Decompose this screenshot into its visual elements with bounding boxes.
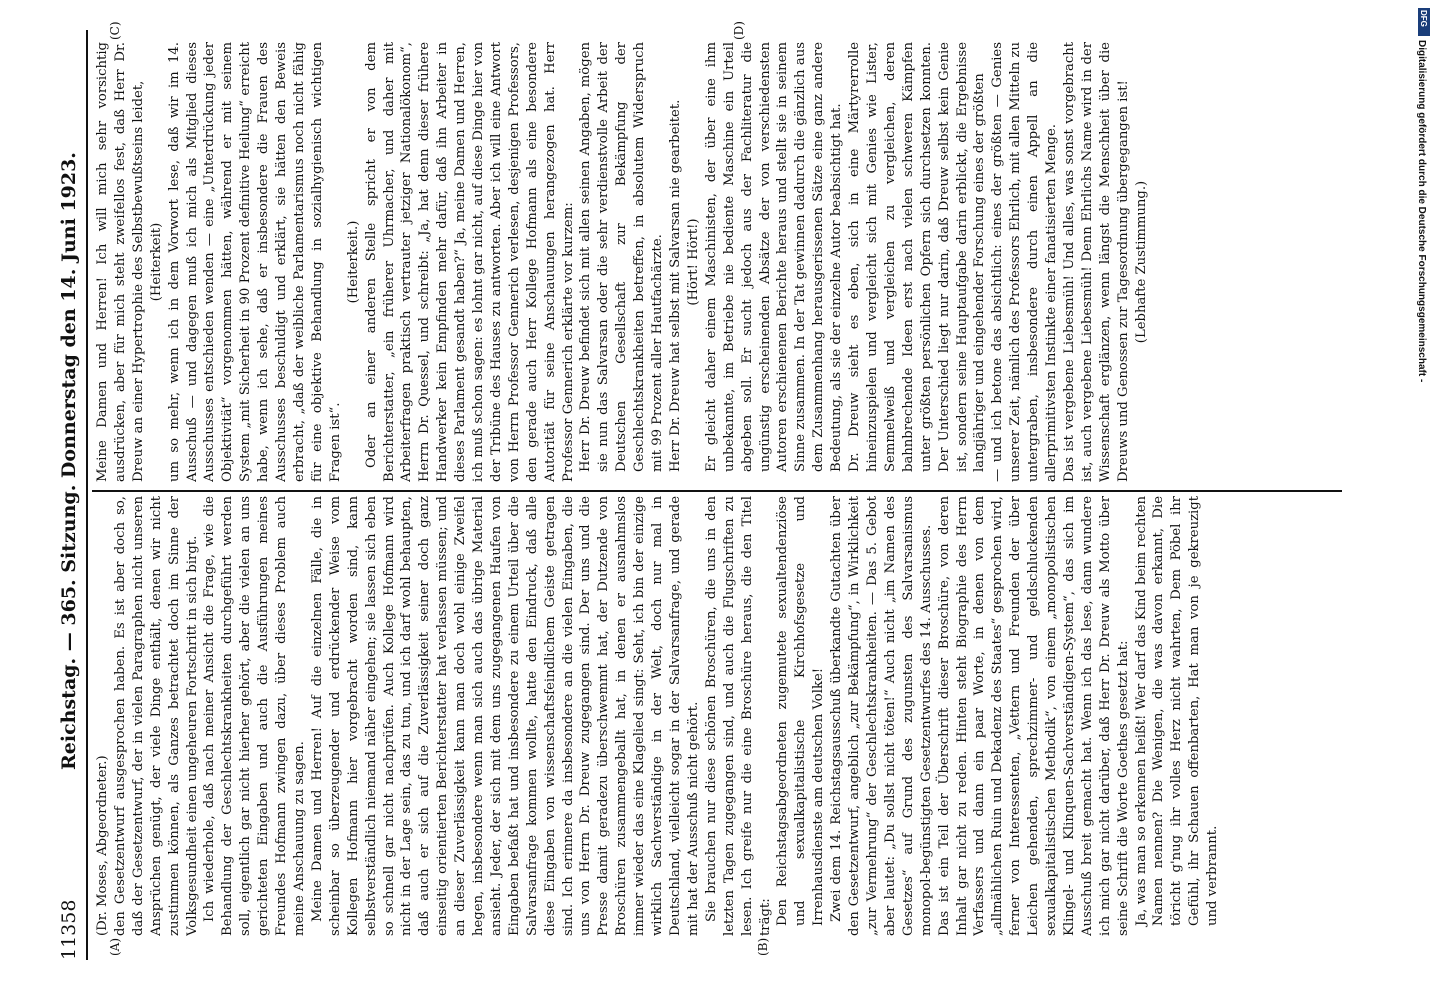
quoted-statement: Dr. Dreuw sieht es eben, sich in eine Märtyrerrolle hineinzuspielen und vergleicht sich mit Genies wie Lister, Semmelweiß und vergleichen zu vergleichen, deren bahnbrechende Ideen erst nach vielen schweren Kämpfen unter größten persönlichen Opfern sich durchsetzen konnten. Der Unterschied liegt nur darin, daß Dreuw selbst kein Genie ist, sondern seine Hauptaufgabe darin erblickt, die Ergebnisse langjähriger und eingehender Forschung eines der größten [847, 42, 988, 472]
paragraph: Das ist vergebene Liebesmüh! Und alles, was sonst vorgebracht ist, auch vergebene Liebesmüh! Denn Ehrlichs Name wird in der Wissenschaft erglänzen, wenn längst die Menschheit über die Dreuws und Genossen zur Tagesordnung übergegangen ist! [1061, 42, 1131, 482]
quoted-statement: Er gleicht daher einem Maschinisten, der über eine ihm unbekannte, im Betriebe nie bediente Maschine ein Urteil abgeben soll. Er sucht jedoch aus der Fachliteratur die ungünstig erscheinenden Absätze der von verschiedensten Autoren erschienenen Berichte heraus und stellt sie in seinem Sinne zusammen. In der Tat gewinnen dadurch die gänzlich aus dem Zusammenhang herausgerissenen Sätze eine ganz andere Bedeutung, als sie der einzelne Autor beabsichtigt hat. [703, 42, 845, 472]
right-column [94, 42, 1344, 482]
page-title: Reichstag. — 365. Sitzung. Donnerstag den 14. Juni 1923. [58, 152, 80, 770]
margin-marker-d: (D) [732, 21, 746, 40]
paragraph: Ich wiederhole, daß nach meiner Ansicht die Frage, wie die Behandlung der Geschlechtskrankheiten durchgeführt werden soll, eigentlich gar nicht hierher gehört, aber die vielen an uns gerichteten Eingaben und auch die Ausführungen meines Freundes Hofmann zwingen dazu, über dieses Problem auch meine Anschauung zu sagen. [202, 496, 307, 936]
paragraph: Meine Damen und Herren! Auf die einzelnen Fälle, die in scheinbar so überzeugender und erdrückender Weise vom Kollegen Hofmann hier vorgebracht worden sind, kann selbstverständlich niemand näher eingehen; sie lassen sich eben so schnell gar nicht nachprüfen. Auch Kollege Hofmann wird nicht in der Lage sein, das zu tun, und ich darf wohl behaupten, daß auch er sich auf die Zuverlässigkeit seiner doch ganz einseitig orientierten Berichterstatter hat verlassen müssen; und an dieser Zuverlässigkeit kann man doch wohl einige Zweifel hegen, insbesondere wenn man sich auch das übrige Material ansieht. Jeder, der sich mit dem uns zugegangenen Haufen von Eingaben befaßt hat und insbesondere zu einem Urteil über die Salvarsanfrage kommen wollte, hatte den Eindruck, daß alle diese Eingaben von wissenschaftsfeindlichem Geiste getragen sind. Ich erinnere da insbesondere an die vielen Eingaben, die uns von Herrn Dr. Dreuw zugegangen sind. Der uns und die Presse damit geradezu überschwemmt hat, der Dutzende von Broschüren zusammengeballt hat, in denen er ausnahmslos immer wieder das eine Klagelied singt: Seht, ich bin der einzige wirklich Sachverständige in der Welt, doch nur mal in Deutschland, vielleicht sogar in der Salvarsanfrage, und gerade mit hat der Ausschuß nicht gehört. [309, 496, 701, 936]
interjection: (Lebhafte Zustimmung.) [1133, 180, 1149, 344]
column-divider [92, 490, 1342, 492]
margin-marker-a: (A) [108, 937, 122, 956]
paragraph: um so mehr, wenn ich in dem Vorwort lese, daß wir im 14. Ausschuß — und dagegen muß ich mich als Mitglied dieses Ausschusses entschieden wenden — eine „Unterdrückung jeder Objektivität“ vorgenommen hätten, während er mit seinem System „mit Sicherheit in 90 Prozent definitive Heilung“ erreicht habe, wenn ich sehe, daß er insbesondere die Frauen des Ausschusses beschuldigt und erklärt, sie hätten den Beweis erbracht, „daß der weibliche Parlamentarismus noch nicht fähig für eine objektive Behandlung in sozialhygienisch wichtigen Fragen ist“. [166, 42, 343, 482]
paragraph: (Dr. Moses, Abgeordneter.) [95, 755, 110, 936]
quoted-title: Den Reichstagsabgeordneten zugemutete sexualtendenziöse und sexualkapitalistische Kirchhofsgesetze und Irrenhausdienste am deutschen Volke! [775, 496, 827, 926]
quoted-statement: Herr Dr. Dreuw hat selbst mit Salvarsan nie gearbeitet. [668, 99, 683, 472]
interjection: (Hört! Hört!) [685, 218, 701, 306]
header-rule [86, 30, 88, 960]
quoted-statement: Herr Dr. Dreuw befindet sich mit allen seinen Angaben, mögen sie nun das Salvarsan oder die sehr verdienstvolle Arbeit der Deutschen Gesellschaft zur Bekämpfung der Geschlechtskrankheiten betreffen, in absolutem Widerspruch mit 99 Prozent aller Hautfachärzte. [578, 42, 666, 472]
goethe-quote: Ja, was man so erkennen heißt! Wer darf das Kind beim rechten Namen nennen? Die Wenigen, die was davon erkannt, Die töricht g'nug ihr volles Herz nicht wahrten, Dem Pöbel ihr Gefühl, ihr Schauen offenbarten, Hat man von je gekreuzigt und verbrannt. [1133, 496, 1221, 926]
paragraph: Meine Damen und Herren! Ich will mich sehr vorsichtig ausdrücken, aber für mich steht zweifellos fest, daß Herr Dr. Dreuw an einer Hypertrophie des Selbstbewußtseins leidet, [95, 42, 146, 482]
paragraph: Das ist ein Teil der Überschrift dieser Broschüre, von deren Inhalt gar nicht zu reden. Hinten steht Biographie des Herrn Verfassers und dann ein paar Worte, in denen von dem „allmählichen Ruin und Dekadenz des Staates“ gesprochen wird, ferner von Interessenten, „Vettern und Freunden der über Leichen gehenden, sprechzimmer- und geldschluckenden sexualkapitalistischen Methodik“, von einem „monopolistischen Klingel- und Klinquen-Sachverständigen-System“, das sich im Ausschuß breit gemacht hat. Wenn ich das lese, dann wundere ich mich gar nicht darüber, daß Herr Dr. Dreuw als Motto über seine Schrift die Worte Goethes gesetzt hat: [936, 496, 1131, 936]
page-header [58, 30, 84, 960]
dfg-logo-text: DFG [1419, 10, 1428, 27]
paragraph: Sie brauchen nur diese schönen Broschüren, die uns in den letzten Tagen zugegangen sind, und auch die Flugschriften zu lesen. Ich greife nur die eine Broschüre heraus, die den Titel trägt: [703, 496, 773, 936]
page-number: 11358 [58, 899, 80, 960]
interjection: (Heiterkeit.) [345, 220, 361, 304]
margin-marker-c: (C) [108, 21, 122, 40]
paragraph: — und ich betone das absichtlich: eines der größten — Genies unserer Zeit, nämlich des Professors Ehrlich, mit allen Mitteln zu untergraben, insbesondere durch einen Appell an die allerprimitivsten Instinkte einer fanatisierten Menge. [990, 42, 1060, 482]
left-column [94, 496, 1344, 936]
paragraph: den Gesetzentwurf ausgesprochen haben. Es ist aber doch so, daß der Gesetzentwurf, der in vielen Paragraphen nicht unseren Ansprüchen genügt, der viele Dinge enthält, denen wir nicht zustimmen können, als Ganzes betrachtet doch im Sinne der Volksgesundheit einen ungeheuren Fortschritt in sich birgt. [112, 496, 200, 936]
paragraph: Zwei dem 14. Reichstagsausschuß überkandte Gutachten über den Gesetzentwurf, angeblich „zur Bekämpfung“, in Wirklichkeit „zur Vermehrung“ der Geschlechtskrankheiten. — Das 5. Gebot aber lautet: „Du sollst nicht töten!“ Auch nicht „im Namen des Gesetzes“ auf Grund des zugunsten des Salvarsanismus monopol-begünstigten Gesetzentwurfes des 14. Ausschusses. [829, 496, 934, 936]
paragraph: Oder an einer anderen Stelle spricht er von dem Berichterstatter, „ein früherer Uhrmacher, und daher mit Arbeiterfragen praktisch vertrauter jetziger Nationalökonom“, Herrn Dr. Quessel, und schreibt: „Ja, hat denn dieser frühere Handwerker kein Empfinden mehr dafür, daß ihn Arbeiter in dieses Parlament gesandt haben?“ Ja, meine Damen und Herren, ich muß schon sagen: es lohnt gar nicht, auf diese Dinge hier von der Tribüne des Hauses zu antworten. Aber ich will eine Antwort von Herrn Professor Gennerich verlesen, desjenigen Professors, den gerade auch Herr Kollege Hofmann als eine besondere Autorität für seine Anschauungen herangezogen hat. Herr Professor Gennerich erklärte vor kurzem: [363, 42, 576, 482]
dfg-logo [1418, 8, 1430, 36]
margin-marker-b: (B) [756, 937, 770, 956]
interjection: (Heiterkeit) [148, 222, 164, 302]
side-credit-text: Digitalisierung gefördert durch die Deutsche Forschungsgemeinschaft - [1416, 40, 1427, 383]
